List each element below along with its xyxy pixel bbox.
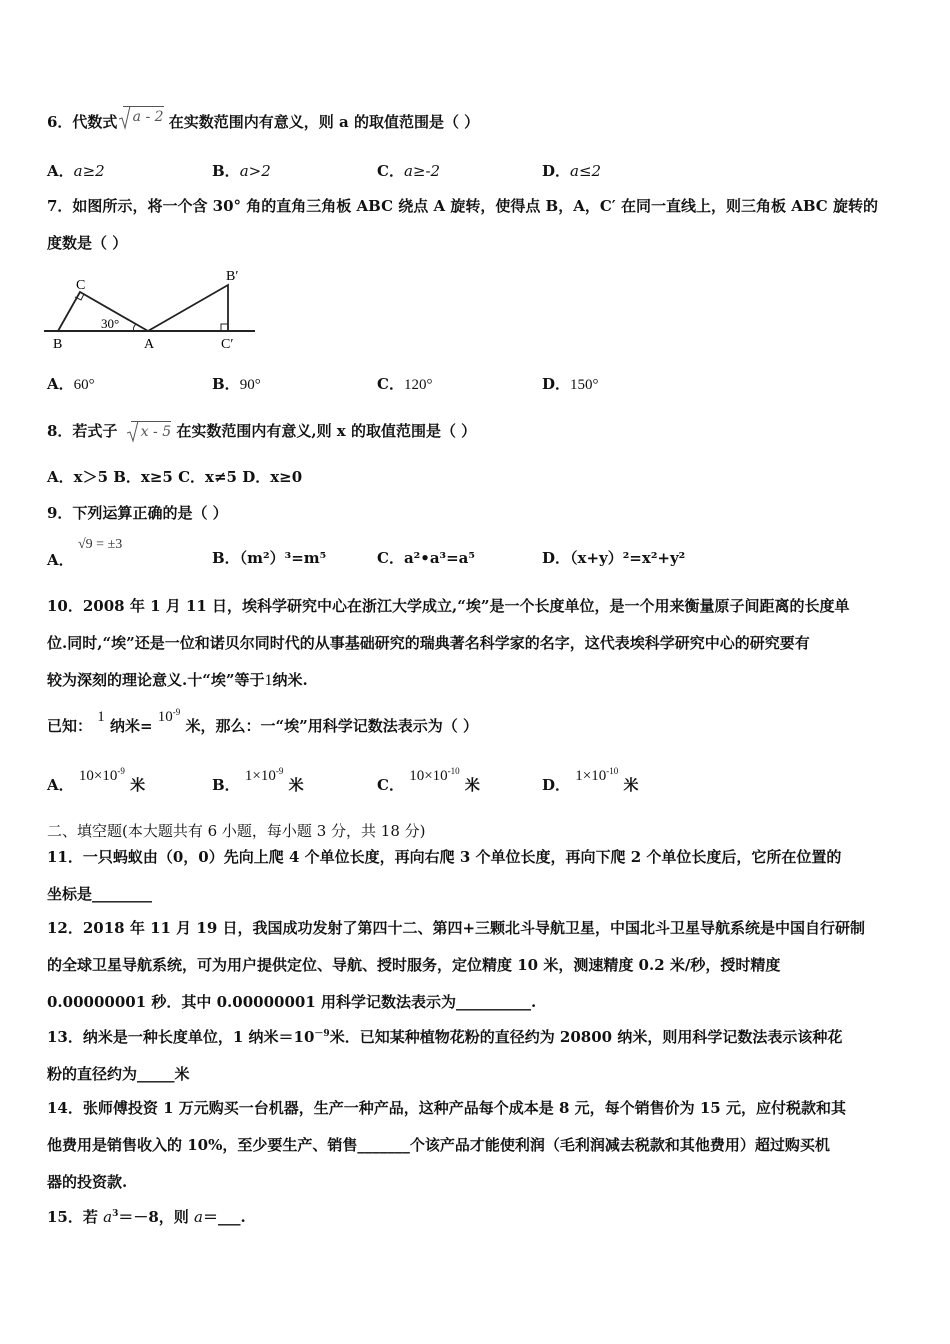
q10-option-a: A． $10\times 10^{-9}$ 米: [47, 766, 146, 794]
q8-radical: [131, 421, 171, 442]
q10-line1: 10．2008 年 1 月 11 日，埃科学研究中心在浙江大学成立,“埃”是一个长度单位，是一个用来衡量原子间距离的长度单: [47, 597, 850, 615]
q9-option-c: C．a²•a³=a⁵: [377, 549, 475, 567]
radical-sign-icon: [127, 421, 139, 443]
q15-stem: 15．若 $a^3=-8$，则 a＝___.: [47, 1208, 246, 1226]
label-b: B: [53, 337, 63, 352]
q6-option-d-text: a≤2: [570, 162, 602, 180]
q10-line3: 较为深刻的理论意义.十“埃”等于1纳米.: [47, 671, 308, 689]
q10-line3-num: 1: [264, 672, 273, 689]
label-c-prime: C′: [221, 337, 234, 352]
q7-stem-line2: 度数是（ ）: [47, 234, 128, 252]
q13-line1: 13．纳米是一种长度单位，1 纳米$=10^{-9}$米．已知某种植物花粉的直径约为 20800 纳米，则用科学记数法表示该种花: [47, 1028, 843, 1046]
q13-line2: 粉的直径约为_____米: [47, 1065, 190, 1083]
q8-stem: [47, 421, 476, 442]
q12-line3: 0.00000001 秒．其中 0.00000001 用科学记数法表示为__________.: [47, 993, 537, 1011]
q8-stem-prefix: 8．若式子: [47, 422, 118, 440]
label-angle: 30°: [101, 316, 120, 331]
radical-sign-icon: [119, 106, 131, 130]
q9-stem: 9．下列运算正确的是（ ）: [47, 504, 228, 522]
q9-option-b: B．（m²）³=m⁵: [212, 549, 327, 567]
label-b-prime: B′: [226, 269, 239, 284]
q6-radicand: a - 2: [132, 109, 164, 125]
q6-radical: [123, 106, 164, 127]
label-c: C: [76, 278, 86, 293]
q7-stem-line1: 7．如图所示，将一个含 30° 角的直角三角板 ABC 绕点 A 旋转，使得点 B，A，C′ 在同一直线上，则三角板 ABC 旋转的: [47, 197, 878, 215]
right-angle-mark-c-prime: [221, 324, 228, 331]
angle-arc: [133, 324, 136, 331]
q7-option-d: D．150°: [542, 375, 599, 393]
q6-option-a: A．a≥2: [47, 162, 105, 180]
q14-line2: 他费用是销售收入的 10%，至少要生产、销售_______个该产品才能使利润（毛利润减去税款和其他费用）超过购买机: [47, 1136, 830, 1154]
q8-options: A．x＞5 B．x≥5 C．x≠5 D．x≥0: [47, 468, 303, 486]
q8-stem-suffix: 在实数范围内有意义,则 x 的取值范围是（ ）: [176, 422, 477, 440]
q6-stem-suffix: 在实数范围内有意义，则 a 的取值范围是（ ）: [168, 113, 480, 131]
q11-line1: 11．一只蚂蚁由（0，0）先向上爬 4 个单位长度，再向右爬 3 个单位长度，再向下爬 2 个单位长度后，它所在位置的: [47, 848, 842, 866]
q6-option-b-text: a>2: [239, 162, 271, 180]
q6-stem: [47, 109, 480, 133]
q12-line1: 12．2018 年 11 月 19 日，我国成功发射了第四十二、第四+三颗北斗导航卫星，中国北斗卫星导航系统是中国自行研制: [47, 919, 866, 937]
q7-option-b: B．90°: [212, 375, 261, 393]
section-2-heading: 二、填空题(本大题共有 6 小题，每小题 3 分，共 18 分): [47, 822, 426, 840]
q6-stem-prefix: 6．代数式: [47, 113, 118, 131]
q14-line1: 14．张师傅投资 1 万元购买一台机器，生产一种产品，这种产品每个成本是 8 元，每个销售价为 15 元，应付税款和其: [47, 1099, 846, 1117]
q11-line2: 坐标是________: [47, 885, 153, 903]
q6-option-c-text: a≥-2: [403, 162, 441, 180]
q10-known-pow: $10^{-9}$: [157, 707, 181, 725]
q9-option-a-math: √9 = ±3: [78, 537, 123, 552]
q6-option-b: B．a>2: [212, 162, 271, 180]
q9-option-a-label: A．: [47, 551, 74, 569]
q7-option-a: A．60°: [47, 375, 95, 393]
q10-option-d: D． $1\times 10^{-10}$ 米: [542, 766, 639, 794]
q6-option-c: C．a≥-2: [377, 162, 441, 180]
triangle-ab-prime-c-prime: [148, 285, 228, 331]
q10-option-b: B． $1\times 10^{-9}$ 米: [212, 766, 304, 794]
q7-triangle-figure: [40, 262, 265, 357]
q10-option-c: C． $10\times 10^{-10}$ 米: [377, 766, 480, 794]
q10-line2: 位.同时,“埃”还是一位和诺贝尔同时代的从事基础研究的瑞典著名科学家的名字，这代表埃科学研究中心的研究要有: [47, 634, 810, 652]
q6-option-d: D．a≤2: [542, 162, 602, 180]
q8-radicand: x - 5: [140, 424, 172, 440]
q7-option-c: C．120°: [377, 375, 433, 393]
label-a: A: [144, 337, 155, 352]
q14-line3: 器的投资款.: [47, 1173, 128, 1191]
q12-line2: 的全球卫星导航系统，可为用户提供定位、导航、授时服务，定位精度 10 米，测速精度 0.2 米/秒，授时精度: [47, 956, 781, 974]
q6-option-a-text: a≥2: [73, 162, 105, 180]
q10-known: 已知： 1 纳米= $10^{-9}$ 米，那么：一“埃”用科学记数法表示为（ ）: [47, 707, 479, 735]
q9-option-d: D．（x+y）²=x²+y²: [542, 549, 686, 567]
q10-known-num: 1: [97, 709, 105, 725]
